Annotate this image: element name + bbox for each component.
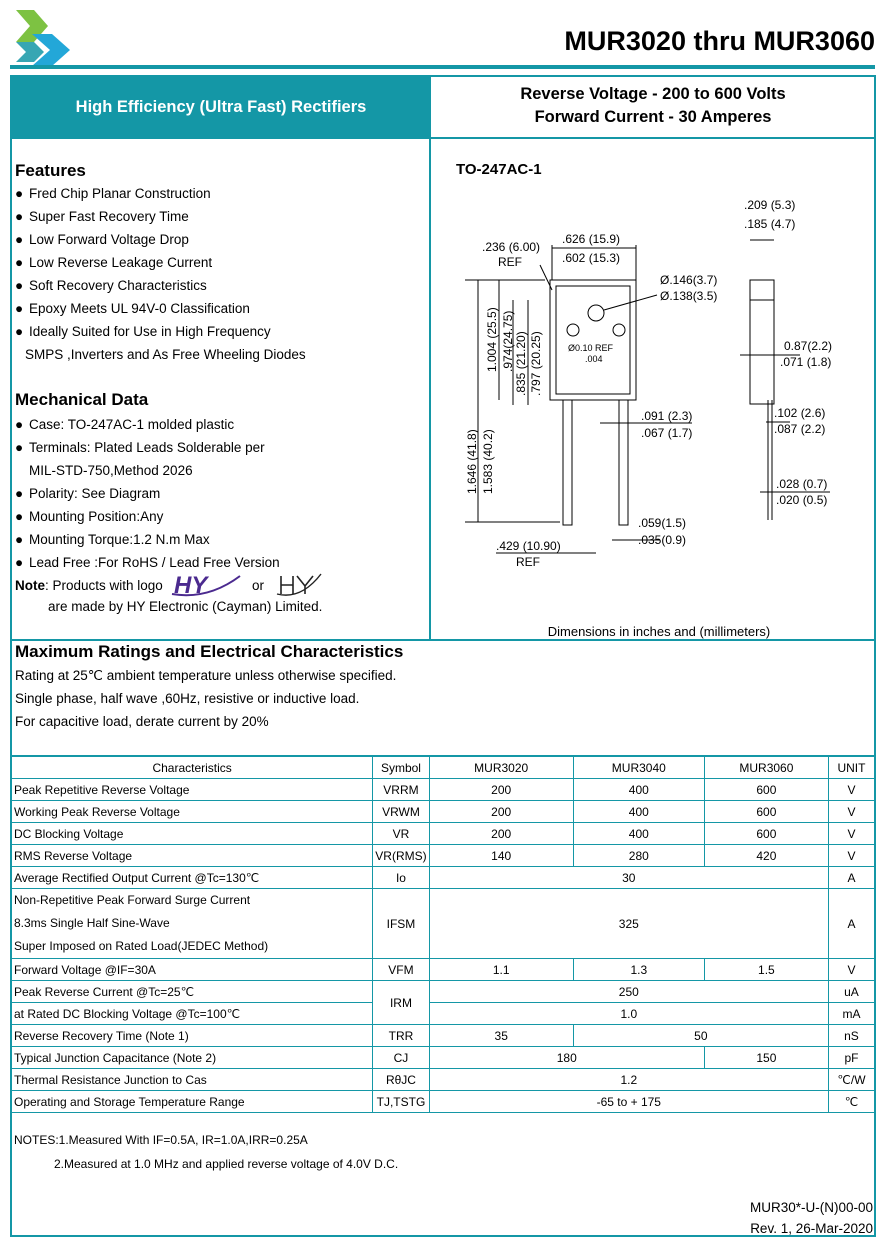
table-row	[12, 889, 875, 959]
dim-label: .004	[585, 354, 603, 364]
cell-characteristic: Working Peak Reverse Voltage	[12, 801, 373, 823]
package-body	[550, 280, 636, 400]
dim-label: .059(1.5)	[638, 516, 687, 530]
note-continued: are made by HY Electronic (Cayman) Limited.	[48, 599, 323, 614]
dim-label: .091 (2.3)	[641, 409, 693, 423]
cell-unit: A	[828, 889, 874, 959]
note-label: Note	[15, 578, 45, 593]
dim-label: Ø0.10 REF	[568, 343, 614, 353]
document-title: MUR3020 thru MUR3060	[564, 26, 875, 56]
dim-label: .102 (2.6)	[774, 406, 826, 420]
mech-item: ● Mounting Torque:1.2 N.m Max	[15, 532, 210, 547]
table-row	[12, 801, 875, 823]
cell-value: 1.2	[429, 1069, 828, 1091]
logo-note	[15, 574, 163, 597]
cell-symbol: Io	[373, 867, 429, 889]
cell-value: 200	[429, 779, 573, 801]
dim-label: 1.583 (40.2)	[481, 429, 495, 494]
dim-label: .797 (20.25)	[529, 331, 543, 396]
table-row	[12, 779, 875, 801]
cell-unit: uA	[828, 981, 874, 1003]
dim-label: .626 (15.9)	[562, 232, 621, 246]
dim-label: .974(24.75)	[501, 310, 515, 372]
col-header: MUR3020	[429, 757, 573, 779]
ratings-summary	[432, 83, 874, 129]
features-list	[15, 182, 425, 366]
cell-value: 1.3	[573, 959, 704, 981]
feature-item: ● Low Forward Voltage Drop	[15, 232, 189, 247]
cell-characteristic: Thermal Resistance Junction to Cas	[12, 1069, 373, 1091]
column-divider	[429, 77, 431, 640]
table-row	[12, 981, 875, 1003]
col-header: Characteristics	[12, 757, 373, 779]
package-dimension-drawing	[432, 186, 874, 616]
mech-item: ● Case: TO-247AC-1 molded plastic	[15, 417, 235, 432]
notes-section	[14, 1128, 398, 1176]
feature-item: ● Super Fast Recovery Time	[15, 209, 189, 224]
cell-unit: mA	[828, 1003, 874, 1025]
cell-value: 600	[704, 779, 828, 801]
table-header-row	[12, 757, 875, 779]
ratings-table	[11, 756, 875, 1113]
cell-symbol: TRR	[373, 1025, 429, 1047]
cell-characteristic: Reverse Recovery Time (Note 1)	[12, 1025, 373, 1047]
cell-unit: V	[828, 801, 874, 823]
cell-value: 50	[573, 1025, 828, 1047]
features-section	[15, 161, 86, 181]
feature-item: ● Soft Recovery Characteristics	[15, 278, 207, 293]
dim-label: .835 (21.20)	[514, 331, 528, 396]
mechanical-list	[15, 413, 425, 574]
cell-value: 420	[704, 845, 828, 867]
cell-value: 180	[429, 1047, 704, 1069]
dim-label: .087 (2.2)	[774, 422, 826, 436]
dim-label: .209 (5.3)	[744, 198, 796, 212]
mechanical-heading: Mechanical Data	[15, 390, 149, 409]
cell-symbol: VFM	[373, 959, 429, 981]
table-row	[12, 959, 875, 981]
package-name: TO-247AC-1	[456, 161, 542, 178]
rating-note: For capacitive load, derate current by 20%	[15, 714, 269, 729]
cell-characteristic: Forward Voltage @IF=30A	[12, 959, 373, 981]
dim-label: .035(0.9)	[638, 533, 687, 547]
cell-characteristic: Peak Reverse Current @Tc=25℃	[12, 981, 373, 1003]
rating-note: Rating at 25℃ ambient temperature unless otherwise specified.	[15, 668, 397, 683]
cell-symbol: VR(RMS)	[373, 845, 429, 867]
dim-label: .067 (1.7)	[641, 426, 693, 440]
cell-value: -65 to + 175	[429, 1091, 828, 1113]
dim-label: Ø.146(3.7)	[660, 273, 718, 287]
cell-value: 35	[429, 1025, 573, 1047]
col-header: UNIT	[828, 757, 874, 779]
forward-current-summary: Forward Current - 30 Amperes	[534, 108, 772, 126]
note-text: : Products with logo	[45, 578, 163, 593]
feature-item-continued: SMPS ,Inverters and As Free Wheeling Diodes	[25, 347, 306, 362]
cell-unit: nS	[828, 1025, 874, 1047]
cell-unit: A	[828, 867, 874, 889]
feature-item: ● Epoxy Meets UL 94V-0 Classification	[15, 301, 250, 316]
col-header: MUR3040	[573, 757, 704, 779]
dim-label: .020 (0.5)	[776, 493, 828, 507]
dim-label: .071 (1.8)	[780, 355, 832, 369]
cell-value: 150	[704, 1047, 828, 1069]
cell-value: 250	[429, 981, 828, 1003]
mech-item: ● Mounting Position:Any	[15, 509, 164, 524]
cell-value: 200	[429, 823, 573, 845]
cell-unit: ℃/W	[828, 1069, 874, 1091]
table-row	[12, 1069, 875, 1091]
cell-symbol: VR	[373, 823, 429, 845]
cell-symbol: VRWM	[373, 801, 429, 823]
product-banner: High Efficiency (Ultra Fast) Rectifiers	[12, 77, 430, 137]
cell-characteristic: Typical Junction Capacitance (Note 2)	[12, 1047, 373, 1069]
cell-characteristic: RMS Reverse Voltage	[12, 845, 373, 867]
cell-value: 280	[573, 845, 704, 867]
dim-label: REF	[498, 255, 522, 269]
dim-label: .028 (0.7)	[776, 477, 828, 491]
cell-symbol: RθJC	[373, 1069, 429, 1091]
dim-label: 0.87(2.2)	[784, 339, 833, 353]
table-row	[12, 1025, 875, 1047]
cell-unit: V	[828, 845, 874, 867]
cell-value: 200	[429, 801, 573, 823]
note-or: or	[252, 578, 265, 593]
dim-label: .602 (15.3)	[562, 251, 621, 265]
cell-value: 325	[429, 889, 828, 959]
table-row	[12, 823, 875, 845]
company-logo-icon	[14, 8, 76, 68]
table-row	[12, 867, 875, 889]
cell-unit: V	[828, 823, 874, 845]
dim-label: .236 (6.00)	[482, 240, 541, 254]
cell-value: 400	[573, 823, 704, 845]
cell-value: 600	[704, 823, 828, 845]
mech-item: ● Terminals: Plated Leads Solderable per	[15, 440, 265, 455]
document-footer	[750, 1197, 873, 1239]
cell-characteristic: DC Blocking Voltage	[12, 823, 373, 845]
cell-symbol: CJ	[373, 1047, 429, 1069]
mech-item: ● Polarity: See Diagram	[15, 486, 161, 501]
cell-unit: pF	[828, 1047, 874, 1069]
feature-item: ● Fred Chip Planar Construction	[15, 186, 211, 201]
cell-unit: V	[828, 959, 874, 981]
cell-unit: ℃	[828, 1091, 874, 1113]
cell-characteristic: at Rated DC Blocking Voltage @Tc=100℃	[12, 1003, 373, 1025]
header-rule	[10, 65, 875, 69]
cell-value: 30	[429, 867, 828, 889]
cell-characteristic: Operating and Storage Temperature Range	[12, 1091, 373, 1113]
dim-label: REF	[516, 555, 540, 569]
cell-value: 400	[573, 779, 704, 801]
cell-characteristic: Average Rectified Output Current @Tc=130℃	[12, 867, 373, 889]
cell-characteristic: Non-Repetitive Peak Forward Surge Current 8.3ms Single Half Sine-Wave Super Imposed on Rated Load(JEDEC Method)	[12, 889, 373, 959]
mech-item: ● Lead Free :For RoHS / Lead Free Version	[15, 555, 280, 570]
dim-label: .429 (10.90)	[496, 539, 561, 553]
features-heading: Features	[15, 161, 86, 180]
cell-symbol: VRRM	[373, 779, 429, 801]
mechanical-section	[15, 390, 148, 410]
cell-value: 600	[704, 801, 828, 823]
table-row	[12, 845, 875, 867]
cell-symbol: IFSM	[373, 889, 429, 959]
cell-value: 140	[429, 845, 573, 867]
svg-text:HY: HY	[174, 572, 208, 598]
cell-value: 1.1	[429, 959, 573, 981]
mech-item-continued: MIL-STD-750,Method 2026	[29, 463, 193, 478]
cell-unit: V	[828, 779, 874, 801]
section-rule	[12, 639, 874, 641]
cell-symbol: TJ,TSTG	[373, 1091, 429, 1113]
document-number: MUR30*-U-(N)00-00	[749, 1200, 873, 1215]
dim-label: .185 (4.7)	[744, 217, 796, 231]
cell-symbol: IRM	[373, 981, 429, 1025]
col-header: MUR3060	[704, 757, 828, 779]
table-row	[12, 1047, 875, 1069]
banner-rule	[12, 137, 874, 139]
reverse-voltage-summary: Reverse Voltage - 200 to 600 Volts	[520, 85, 786, 103]
note-2: 2.Measured at 1.0 MHz and applied reverse voltage of 4.0V D.C.	[54, 1157, 399, 1171]
note-1: NOTES:1.Measured With IF=0.5A, IR=1.0A,IRR=0.25A	[14, 1133, 308, 1147]
dim-label: Ø.138(3.5)	[660, 289, 718, 303]
table-row	[12, 1091, 875, 1113]
cell-value: 1.0	[429, 1003, 828, 1025]
dim-label: 1.004 (25.5)	[485, 307, 499, 372]
ratings-section	[15, 642, 403, 733]
dimension-caption: Dimensions in inches and (millimeters)	[547, 624, 771, 639]
feature-item: ● Low Reverse Leakage Current	[15, 255, 213, 270]
ratings-heading: Maximum Ratings and Electrical Characteristics	[15, 642, 404, 661]
table-row	[12, 1003, 875, 1025]
cell-characteristic: Peak Repetitive Reverse Voltage	[12, 779, 373, 801]
rating-note: Single phase, half wave ,60Hz, resistive or inductive load.	[15, 691, 360, 706]
col-header: Symbol	[373, 757, 429, 779]
cell-value: 1.5	[704, 959, 828, 981]
dim-label: 1.646 (41.8)	[465, 429, 479, 494]
feature-item: ● Ideally Suited for Use in High Frequency	[15, 324, 271, 339]
revision: Rev. 1, 26-Mar-2020	[750, 1221, 873, 1236]
cell-value: 400	[573, 801, 704, 823]
